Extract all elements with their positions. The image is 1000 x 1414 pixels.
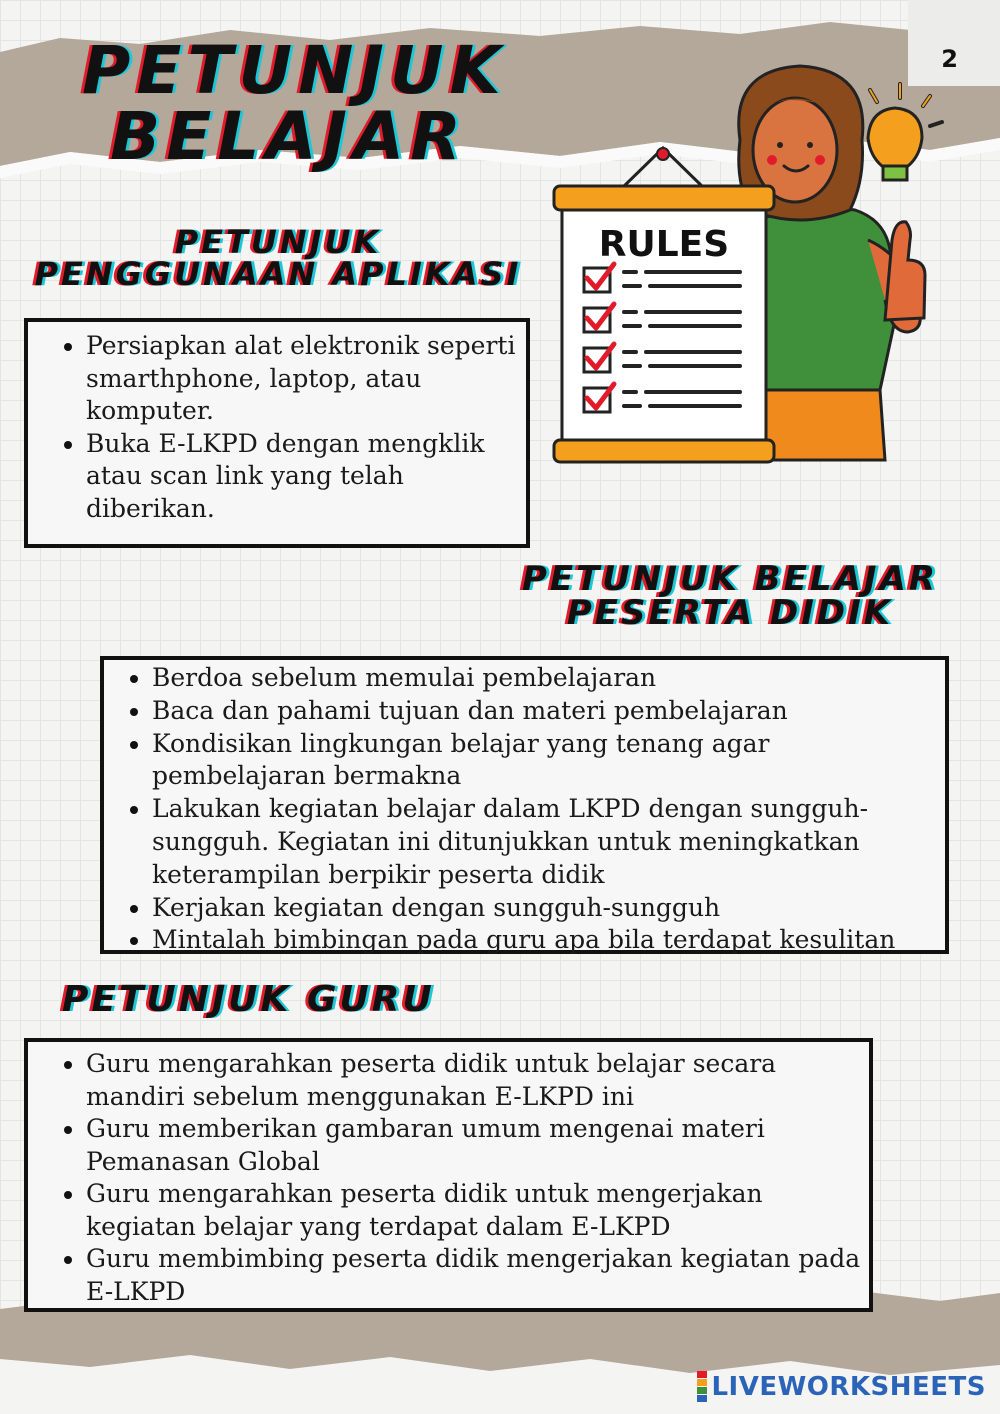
board-hanger	[620, 148, 706, 190]
list-item: • Kondisikan lingkungan belajar yang tenang agar pembelajaran bermakna	[152, 728, 945, 794]
teacher-rules-illustration	[540, 60, 960, 470]
list-item: • Mintalah bimbingan pada guru apa bila terdapat kesulitan	[152, 924, 945, 957]
bullet-list	[28, 1048, 869, 1308]
list-item: • Guru mengarahkan peserta didik untuk mengerjakan kegiatan belajar yang terdapat dalam E-LKPD	[86, 1178, 869, 1243]
list-item: • Persiapkan alat elektronik seperti smarthphone, laptop, atau komputer.	[86, 330, 526, 428]
brand-name: LIVEWORKSHEETS	[711, 1371, 986, 1402]
section-title-line1: PETUNJUK	[174, 223, 382, 261]
liveworksheets-brand[interactable]	[697, 1371, 986, 1402]
list-item: • Guru membimbing peserta didik mengerjakan kegiatan pada E-LKPD	[86, 1243, 869, 1308]
bullet-list	[28, 330, 526, 525]
list-item: • Berdoa sebelum memulai pembelajaran	[152, 662, 945, 695]
bullet-list	[104, 662, 945, 957]
section-title-line1: PETUNJUK BELAJAR	[521, 559, 939, 599]
lightbulb-icon	[868, 84, 942, 180]
petunjuk-guru-box	[24, 1038, 873, 1312]
section-title-penggunaan-aplikasi	[28, 223, 528, 293]
liveworksheets-logo-icon	[697, 1371, 707, 1402]
page-title	[82, 32, 507, 175]
section-title-line2: PENGGUNAAN APLIKASI	[34, 255, 522, 293]
rules-sign-text: RULES	[598, 224, 730, 265]
section-title-guru: PETUNJUK GURU	[62, 979, 435, 1020]
section-title-line2: PESERTA DIDIK	[566, 593, 894, 633]
list-item: • Kerjakan kegiatan dengan sungguh-sungguh	[152, 892, 945, 925]
list-item: • Lakukan kegiatan belajar dalam LKPD dengan sungguh-sungguh. Kegiatan ini ditunjukkan untuk meningkatkan keterampilan berpikir peserta didik	[152, 793, 945, 891]
section-title-peserta-didik	[505, 559, 955, 633]
page-number: 2	[941, 45, 958, 73]
page-title-line1: PETUNJUK	[82, 32, 507, 109]
page-title-line2: BELAJAR	[110, 98, 467, 175]
list-item: • Buka E-LKPD dengan mengklik atau scan link yang telah diberikan.	[86, 428, 526, 526]
peserta-didik-box	[100, 656, 949, 954]
list-item: • Guru mengarahkan peserta didik untuk belajar secara mandiri sebelum menggunakan E-LKPD ini	[86, 1048, 869, 1113]
list-item: • Baca dan pahami tujuan dan materi pembelajaran	[152, 695, 945, 728]
penggunaan-aplikasi-box	[24, 318, 530, 548]
list-item: • Guru memberikan gambaran umum mengenai materi Pemanasan Global	[86, 1113, 869, 1178]
